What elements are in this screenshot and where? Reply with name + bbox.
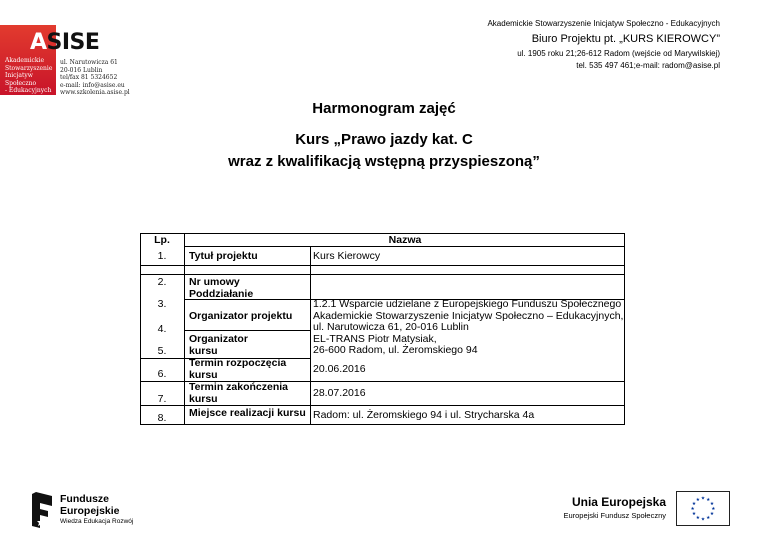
row-5-value-line2: 26-600 Radom, ul. Żeromskiego 94 [313, 344, 478, 356]
course-title: Kurs „Prawo jazdy kat. C wraz z kwalifikacją wstępną przyspieszoną” [228, 131, 540, 170]
eu-star-icon: ★ [709, 501, 715, 507]
column-header-lp: Lp. [154, 234, 170, 246]
org-contact: ul. Narutowicza 61 20-016 Lublin tel/fax 81 5324652 e-mail: info@asise.eu www.szkolenia.asise.pl [60, 59, 130, 97]
eu-star-icon: ★ [700, 496, 706, 502]
row-8-lp: 8. [157, 412, 167, 424]
eu-star-icon: ★ [711, 507, 716, 513]
page-title: Harmonogram zajęć [312, 100, 456, 117]
row-1-value: Kurs Kierowcy [313, 250, 381, 262]
row-6-lp: 6. [157, 368, 167, 380]
org-name: Akademickie Stowarzyszenie Inicjatyw Społeczno - Edukacyjnych [5, 57, 53, 95]
column-header-nazwa: Nazwa [388, 234, 422, 246]
project-office-title: Biuro Projektu pt. „KURS KIEROWCY” [531, 33, 720, 45]
row-7-label-line2: kursu [189, 393, 218, 405]
office-address: ul. 1905 roku 21;26-612 Radom (wejście od Marywilskiej) [517, 49, 720, 58]
row-1-label: Tytuł projektu [189, 250, 258, 262]
row-7-value: 28.07.2016 [313, 387, 366, 399]
row-5-value-line1: EL-TRANS Piotr Matysiak, [313, 333, 437, 345]
unia-europejska-text: Unia Europejska Europejski Fundusz Społeczny [563, 495, 666, 520]
eu-star-icon: ★ [709, 512, 715, 518]
eu-star-icon: ★ [691, 512, 697, 518]
row-8-label: Miejsce realizacji kursu [189, 407, 306, 419]
row-7-lp: 7. [157, 393, 167, 405]
row-3-value: 1.2.1 Wsparcie udzielane z Europejskiego Funduszu Społecznego [313, 298, 622, 310]
row-5-lp: 5. [157, 345, 167, 357]
row-7-label-line1: Termin zakończenia [189, 381, 289, 393]
eu-star-icon: ★ [695, 498, 700, 504]
fundusze-europejskie-logo-icon [32, 492, 52, 528]
fundusze-europejskie-program: Wiedza Edukacja Rozwój [60, 518, 134, 525]
association-name: Akademickie Stowarzyszenie Inicjatyw Społeczno - Edukacyjnych [487, 19, 720, 28]
row-6-label-line1: Termin rozpoczęcia [189, 357, 287, 369]
office-contact: tel. 535 497 461;e-mail: radom@asise.pl [576, 61, 720, 70]
row-6-value: 20.06.2016 [313, 363, 366, 375]
row-2-lp: 2. [157, 276, 167, 288]
asise-logo: ASISE [30, 30, 100, 55]
project-office-header [487, 18, 720, 72]
row-3-lp: 3. [157, 298, 167, 310]
row-1-lp: 1. [157, 250, 167, 262]
row-5-label-line1: Organizator [189, 333, 248, 345]
row-2-label: Nr umowy [189, 276, 240, 288]
eu-star-icon: ★ [695, 515, 700, 521]
eu-flag-icon [676, 491, 730, 526]
fundusze-europejskie-logo-text: Fundusze Europejskie [60, 493, 120, 517]
row-5-label-line2: kursu [189, 345, 218, 357]
eu-star-icon: ★ [691, 501, 697, 507]
row-4-lp: 4. [157, 323, 167, 335]
row-4-label: Organizator projektu [189, 310, 293, 322]
row-6-label-line2: kursu [189, 369, 218, 381]
row-4-value-line1: Akademickie Stowarzyszenie Inicjatyw Społeczno – Edukacyjnych, [313, 310, 624, 322]
row-3-label: Poddziałanie [189, 288, 254, 300]
eu-star-icon: ★ [690, 507, 695, 513]
row-8-value: Radom: ul. Żeromskiego 94 i ul. Strycharska 4a [313, 409, 535, 421]
eu-star-icon: ★ [700, 517, 706, 523]
eu-star-icon: ★ [706, 515, 711, 521]
eu-star-icon: ★ [706, 498, 711, 504]
row-4-value-line2: ul. Narutowicza 61, 20-016 Lublin [313, 321, 469, 333]
schedule-table [140, 233, 625, 425]
